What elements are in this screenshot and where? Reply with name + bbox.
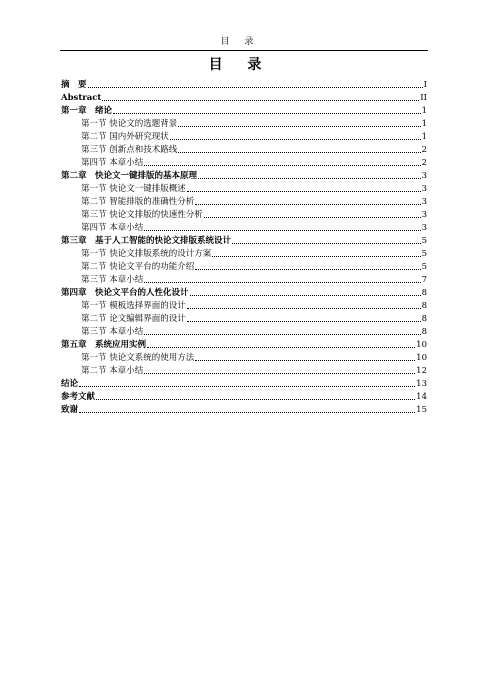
dot-leader [113,113,421,114]
toc-entry-label: 第三节 快论文排版的快速性分析 [81,210,203,220]
toc-entry-page-number: II [420,93,427,103]
toc-entry-label: 第四节 本章小结 [81,158,144,168]
toc-entry-page-number: 14 [416,392,427,402]
toc-section-entry [61,351,427,364]
toc-section-entry [61,299,427,312]
dot-leader [79,386,415,387]
toc-entry-page-number: I [423,80,427,90]
dot-leader [195,269,420,270]
toc-entry-label: 第三章 基于人工智能的快论文排版系统设计 [61,236,232,246]
running-header: 目 录 [220,37,260,47]
toc-chapter-entry [61,338,427,351]
toc-entry-label: 第二节 国内外研究现状 [81,132,169,142]
toc-entry-label: 第二节 本章小结 [81,366,144,376]
toc-entry-page-number: 3 [421,210,427,220]
toc-entry-label: 参考文献 [61,392,96,402]
toc-entry-page-number: 3 [421,171,427,181]
toc-chapter-entry [61,377,427,390]
dot-leader [204,217,421,218]
toc-entry-label: 第二节 智能排版的准确性分析 [81,197,195,207]
toc-entry-label: 第二节 论文编辑界面的设计 [81,314,186,324]
dot-leader [187,191,421,192]
toc-chapter-entry [61,91,427,104]
toc-entry-page-number: 10 [416,340,427,350]
toc-entry-label: 第一节 快论文一键排版概述 [81,184,186,194]
dot-leader [232,243,421,244]
toc-entry-label: 第一章 绪论 [61,106,113,116]
dot-leader [212,256,420,257]
toc-entry-page-number: 8 [421,327,427,337]
toc-entry-page-number: 3 [421,197,427,207]
dot-leader [187,308,421,309]
toc-section-entry [61,130,427,143]
toc-entry-page-number: 3 [421,184,427,194]
toc-list [61,78,427,416]
toc-section-entry [61,221,427,234]
dot-leader [190,295,421,296]
toc-chapter-entry [61,78,427,91]
toc-section-entry [61,325,427,338]
toc-entry-page-number: 13 [416,379,427,389]
dot-leader [187,321,421,322]
toc-section-entry [61,156,427,169]
header-rule [60,50,428,51]
dot-leader [178,126,420,127]
toc-entry-label: 摘 要 [61,80,87,90]
toc-entry-label: 第五章 系统应用实例 [61,340,147,350]
toc-entry-label: 第四节 本章小结 [81,223,144,233]
toc-entry-page-number: 8 [421,288,427,298]
toc-entry-label: 第三节 本章小结 [81,275,144,285]
dot-leader [144,373,415,374]
toc-section-entry [61,143,427,156]
toc-entry-page-number: 1 [421,106,427,116]
toc-entry-label: 结论 [61,379,79,389]
dot-leader [195,360,415,361]
toc-entry-label: 第一节 模板选择界面的设计 [81,301,186,311]
toc-chapter-entry [61,390,427,403]
toc-entry-page-number: 8 [421,301,427,311]
toc-section-entry [61,312,427,325]
toc-entry-page-number: 5 [421,236,427,246]
dot-leader [178,152,420,153]
dot-leader [198,178,421,179]
toc-section-entry [61,195,427,208]
toc-section-entry [61,260,427,273]
toc-entry-label: 第四章 快论文平台的人性化设计 [61,288,189,298]
toc-entry-label: 第三节 创新点和技术路线 [81,145,178,155]
toc-entry-label: 第二章 快论文一键排版的基本原理 [61,171,198,181]
toc-section-entry [61,208,427,221]
dot-leader [144,282,420,283]
toc-entry-label: 第一节 快论文系统的使用方法 [81,353,195,363]
toc-chapter-entry [61,104,427,117]
toc-entry-label: 第一节 快论文的选题背景 [81,119,178,129]
toc-chapter-entry [61,169,427,182]
toc-section-entry [61,117,427,130]
toc-entry-page-number: 2 [421,145,427,155]
dot-leader [147,347,415,348]
toc-title: 目 录 [208,57,272,73]
toc-entry-page-number: 5 [421,262,427,272]
dot-leader [144,230,420,231]
dot-leader [144,334,420,335]
dot-leader [195,204,420,205]
toc-entry-page-number: 8 [421,314,427,324]
toc-entry-label: 第二节 快论文平台的功能介绍 [81,262,195,272]
toc-entry-page-number: 5 [421,249,427,259]
toc-entry-page-number: 7 [421,275,427,285]
toc-entry-label: Abstract [61,93,102,103]
toc-chapter-entry [61,234,427,247]
toc-chapter-entry [61,403,427,416]
toc-entry-page-number: 1 [421,132,427,142]
dot-leader [88,87,423,88]
toc-section-entry [61,182,427,195]
toc-entry-page-number: 12 [416,366,427,376]
dot-leader [144,165,420,166]
toc-entry-page-number: 15 [416,405,427,415]
dot-leader [170,139,421,140]
toc-entry-page-number: 1 [421,119,427,129]
dot-leader [79,412,415,413]
dot-leader [96,399,415,400]
toc-entry-page-number: 2 [421,158,427,168]
toc-entry-label: 第三节 本章小结 [81,327,144,337]
toc-chapter-entry [61,286,427,299]
toc-section-entry [61,364,427,377]
toc-entry-label: 致谢 [61,405,79,415]
toc-entry-label: 第一节 快论文排版系统的设计方案 [81,249,212,259]
toc-section-entry [61,247,427,260]
dot-leader [102,100,419,101]
toc-entry-page-number: 10 [416,353,427,363]
toc-entry-page-number: 3 [421,223,427,233]
toc-section-entry [61,273,427,286]
